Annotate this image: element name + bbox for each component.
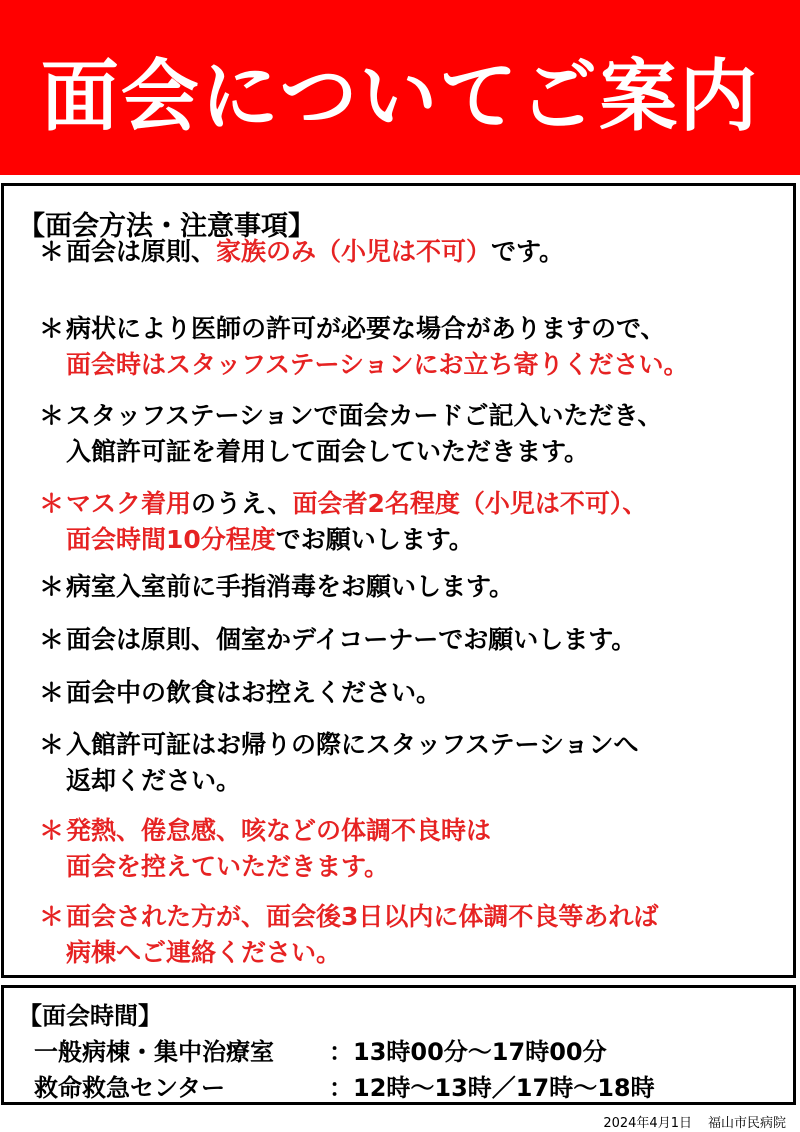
rules-section <box>1 183 796 978</box>
rule-text: 入館許可証を着用して面会していただきます。 <box>66 437 590 466</box>
emphasis-text: 面会者2名程度（小児は不可）、 <box>292 489 648 518</box>
bullet-asterisk: ＊ <box>39 401 65 430</box>
rule-text: でお願いします。 <box>275 525 474 554</box>
rule-text: です。 <box>491 237 565 266</box>
rule-item <box>39 675 441 711</box>
bullet-asterisk: ＊ <box>39 678 65 707</box>
emphasis-text: 病棟へご連絡ください。 <box>66 938 342 967</box>
rule-item <box>39 569 514 605</box>
emphasis-text: マスク着用 <box>66 489 192 518</box>
rule-item <box>39 234 564 270</box>
hours-time: ：13時00分～17時00分 <box>329 1038 607 1066</box>
rule-item <box>39 622 636 658</box>
footer-date: 2024年4月1日 <box>603 1116 692 1131</box>
rule-text: のうえ、 <box>191 489 293 518</box>
bullet-asterisk: ＊ <box>39 572 65 601</box>
page-title: 面会についてご案内 <box>40 51 760 142</box>
emphasis-text: 面会時間10分程度 <box>66 525 276 554</box>
hours-row <box>34 1068 655 1103</box>
footer-organization: 福山市民病院 <box>707 1116 786 1131</box>
rule-item <box>39 486 647 558</box>
bullet-asterisk: ＊ <box>39 625 65 654</box>
rule-text: 面会中の飲食はお控えください。 <box>66 678 442 707</box>
hours-section <box>1 985 796 1105</box>
rule-item <box>39 727 639 799</box>
bullet-asterisk: ＊ <box>39 237 65 266</box>
rule-text: スタッフステーションで面会カードご記入いただき、 <box>66 401 663 430</box>
emphasis-text: 面会を控えていただきます。 <box>66 852 390 881</box>
hours-heading: 【面会時間】 <box>18 1002 162 1030</box>
title-banner <box>0 0 800 175</box>
rule-item <box>39 398 663 470</box>
rule-text: 病室入室前に手指消毒をお願いします。 <box>66 572 515 601</box>
emphasis-text: 面会された方が、面会後3日以内に体調不良等あれば <box>66 902 659 931</box>
emphasis-text: 面会時はスタッフステーションにお立ち寄りください。 <box>66 350 689 379</box>
footer <box>603 1112 786 1131</box>
rule-text: 病状により医師の許可が必要な場合がありますので、 <box>66 314 666 343</box>
bullet-asterisk: ＊ <box>39 489 65 518</box>
bullet-asterisk: ＊ <box>39 314 65 343</box>
emphasis-text: 発熱、倦怠感、咳などの体調不良時は <box>66 816 492 845</box>
emphasis-text: 家族のみ（小児は不可） <box>216 237 492 266</box>
rule-text: 面会は原則、 <box>66 237 217 266</box>
rule-item <box>39 899 658 971</box>
hours-time: ：12時～13時／17時～18時 <box>329 1074 655 1102</box>
rule-text: 面会は原則、個室かデイコーナーでお願いします。 <box>66 625 637 654</box>
bullet-asterisk: ＊ <box>39 902 65 931</box>
hours-row <box>34 1032 607 1067</box>
rule-text: 返却ください。 <box>66 766 242 795</box>
bullet-asterisk: ＊ <box>39 816 65 845</box>
rules-heading: 【面会方法・注意事項】 <box>18 211 315 242</box>
bullet-asterisk: ＊ <box>39 730 65 759</box>
rule-item <box>39 813 491 885</box>
hours-label: 救命救急センター <box>34 1074 226 1102</box>
hours-label: 一般病棟・集中治療室 <box>34 1038 274 1066</box>
rule-text: 入館許可証はお帰りの際にスタッフステーションへ <box>66 730 639 759</box>
rule-item <box>39 311 689 383</box>
